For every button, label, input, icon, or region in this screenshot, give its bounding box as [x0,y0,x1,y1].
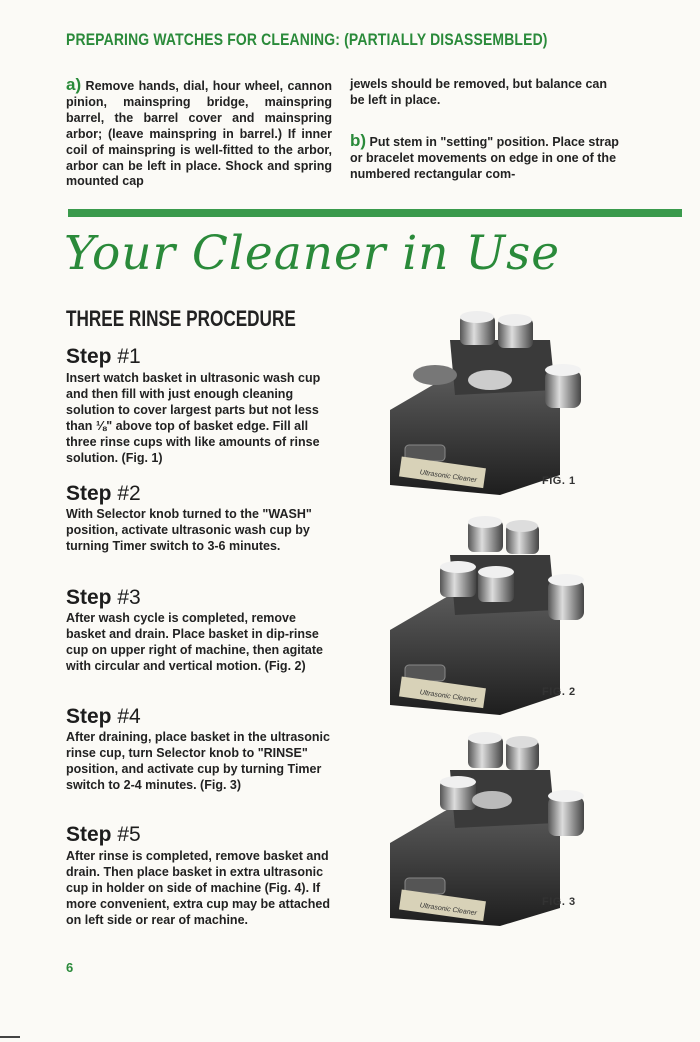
step-3-heading [66,586,141,610]
page-heading: PREPARING WATCHES FOR CLEANING: (PARTIALLY DISASSEMBLED) [66,30,548,49]
green-divider-rule [68,209,682,217]
section-heading: THREE RINSE PROCEDURE [66,306,296,331]
step-number: #4 [117,705,141,728]
step-number: #3 [117,586,141,609]
step-number: #2 [117,482,141,505]
step-b-text: Put stem in "setting" position. Place strap or bracelet movements on edge in one of the numbered rectangular com- [350,134,619,181]
step-label: Step [66,482,112,505]
scan-edge-mark [0,1036,20,1038]
figure-1-nameplate: Ultrasonic Cleaner [419,469,478,485]
step-label: Step [66,345,112,368]
step-a-text: Remove hands, dial, hour wheel, cannon pinion, mainspring bridge, mainspring barrel, the barrel cover and mainspring arbor; (leave mainspring in barrel.) If inner coil of mainspring is well-fitted to the arbor, arbor can be left in place. Shock and spring mounted cap [66,79,332,189]
figure-3-nameplate: Ultrasonic Cleaner [419,902,478,918]
step-number: #1 [117,345,141,368]
page-number: 6 [66,960,74,975]
step-b-marker: b) [350,130,367,150]
step-5-text: After rinse is completed, remove basket and drain. Then place basket in extra ultrasonic cup in holder on side of machine (Fig. 4). If more convenient, extra cup may be attached on left side or rear of machine. [66,849,330,927]
step-b-paragraph [350,130,620,183]
step-1-text: Insert watch basket in ultrasonic wash cup and then fill with just enough cleaning solution to cover largest parts but not less than ⅛" above top of basket edge. Fill all three rinse cups with like amounts of rinse solution. (Fig. 1) [66,371,321,465]
step-4-heading [66,705,141,729]
step-a-paragraph [66,77,332,190]
step-label: Step [66,705,112,728]
intro-left-column [66,77,332,190]
figure-2-nameplate: Ultrasonic Cleaner [419,689,478,705]
step-number: #5 [117,823,141,846]
step-4-text: After draining, place basket in the ultrasonic rinse cup, turn Selector knob to "RINSE" position, and activate cup by turning Timer switch to 2-4 minutes. (Fig. 3) [66,730,330,792]
step-1-heading [66,345,141,369]
figure-1-label: FIG. 1 [542,475,576,487]
step-2-text: With Selector knob turned to the "WASH" position, activate ultrasonic wash cup by turning Timer switch to 3-6 minutes. [66,507,312,553]
step-2-heading [66,482,141,506]
figure-3-label: FIG. 3 [542,896,576,908]
figure-2-label: FIG. 2 [542,686,576,698]
step-a-marker: a) [66,75,82,94]
script-title: Your Cleaner in Use [64,226,561,281]
step-label: Step [66,823,112,846]
step-a-continuation: jewels should be removed, but balance can be left in place. [350,77,608,107]
intro-right-column [350,77,620,183]
step-5-heading [66,823,141,847]
step-3-text: After wash cycle is completed, remove basket and drain. Place basket in dip-rinse cup on upper right of machine, then agitate with circular and vertical motion. (Fig. 2) [66,611,323,673]
step-label: Step [66,586,112,609]
